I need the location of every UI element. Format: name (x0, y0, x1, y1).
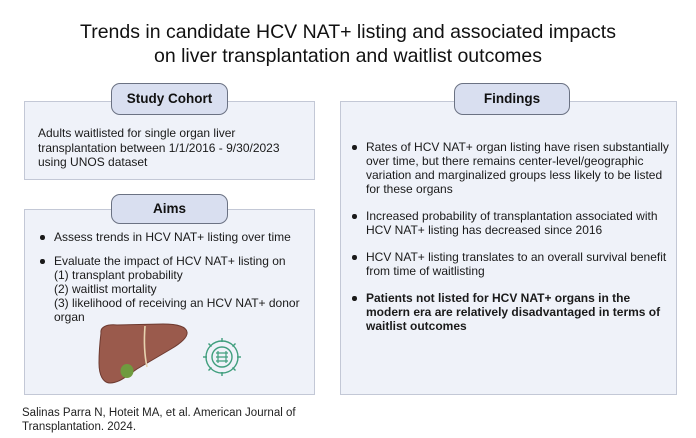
study-cohort-heading: Study Cohort (111, 83, 228, 115)
aims-line: (1) transplant probability (54, 268, 183, 282)
findings-item: Increased probability of transplantation associated with HCV NAT+ listing has decreased since 2016 (352, 209, 670, 237)
aims-line: (2) waitlist mortality (54, 282, 157, 296)
aims-line: organ (54, 310, 85, 324)
aims-line: Evaluate the impact of HCV NAT+ listing on (54, 254, 286, 268)
study-cohort-text: Adults waitlisted for single organ liver transplantation between 1/1/2016 - 9/30/2023 using UNOS dataset (38, 126, 280, 169)
gallbladder-icon (121, 364, 134, 378)
aims-item (40, 230, 310, 244)
liver-shape (99, 324, 187, 383)
citation-line-1: Salinas Parra N, Hoteit MA, et al. American Journal of (22, 407, 296, 419)
aims-line: Assess trends in HCV NAT+ listing over time (54, 230, 291, 244)
aims-item (40, 254, 310, 324)
aims-heading: Aims (111, 194, 228, 224)
aims-list (40, 230, 310, 334)
citation (22, 406, 342, 434)
title-line-2: on liver transplantation and waitlist outcomes (153, 45, 543, 67)
virus-icon (202, 337, 242, 377)
findings-item-emphasis: Patients not listed for HCV NAT+ organs in the modern era are relatively disadvantaged in terms of waitlist outcomes (352, 291, 670, 333)
findings-heading: Findings (454, 83, 570, 115)
title-line-1: Trends in candidate HCV NAT+ listing and associated impacts (80, 21, 616, 43)
liver-icon (97, 323, 189, 385)
citation-line-2: Transplantation. 2024. (22, 421, 137, 433)
findings-list (352, 140, 670, 346)
findings-item: HCV NAT+ listing translates to an overall survival benefit from time of waitlisting (352, 250, 670, 278)
findings-item: Rates of HCV NAT+ organ listing have risen substantially over time, but there remains center-level/geographic variation and marginalized groups less likely to be listed for these organs (352, 140, 670, 196)
aims-line: (3) likelihood of receiving an HCV NAT+ donor (54, 296, 300, 310)
figure-title (0, 20, 696, 68)
